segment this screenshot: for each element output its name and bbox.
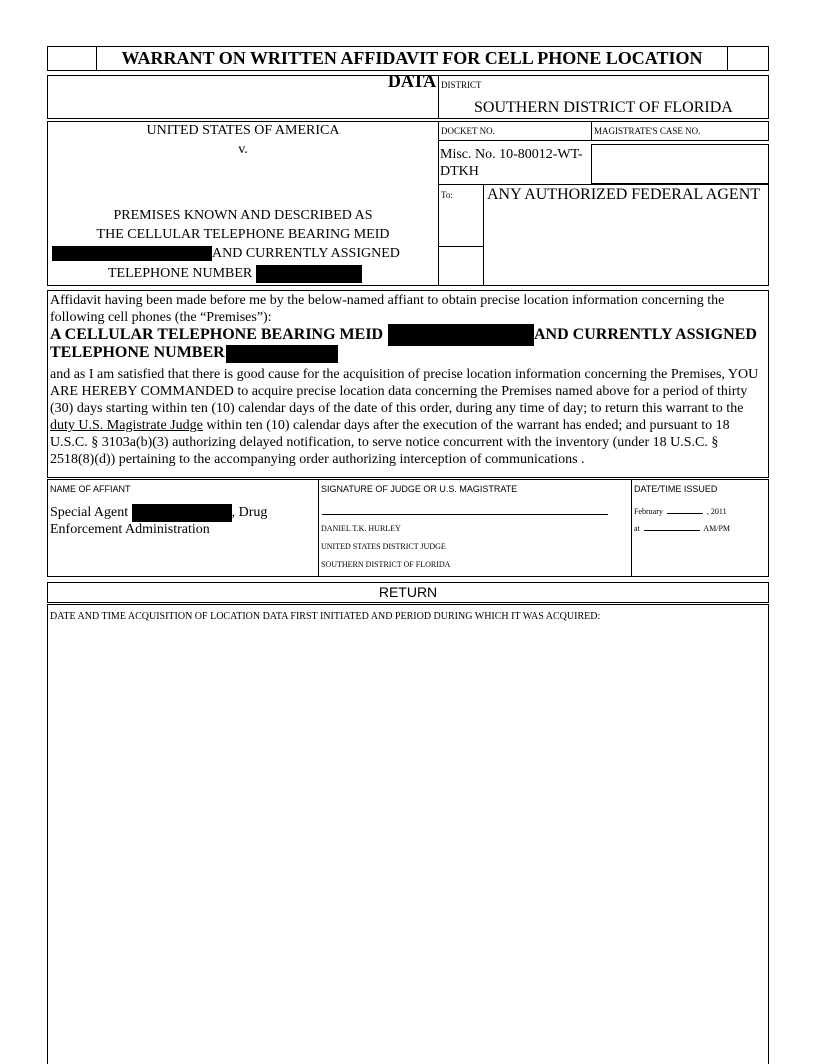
magistrate-value-cell: [591, 144, 769, 184]
docket-label-cell: [438, 121, 592, 141]
issued-time-blank: [644, 530, 700, 531]
command-start: and as I am satisfied that there is good cause for the acquisition of precise location information concerning the Premises, YOU ARE HEREBY COMMANDED to acquire precise location data concerning the Premises named above for a period of thirty (30) days starting within ten (10) calendar days of the date of this order, during any time of day; to return this warrant to the: [50, 367, 759, 416]
district-label: DISTRICT: [441, 80, 482, 90]
caption-versus: v.: [238, 142, 248, 157]
return-heading: RETURN: [47, 582, 769, 603]
premises-bold-part2: AND CURRENTLY ASSIGNED: [534, 326, 757, 343]
return-body: [47, 604, 769, 1064]
issued-year: , 2011: [706, 507, 727, 516]
docket-value-line1: Misc. No. 10-80012-WT-: [440, 147, 583, 162]
form-title: WARRANT ON WRITTEN AFFIDAVIT FOR CELL PHONE LOCATION DATA: [96, 46, 728, 71]
redaction-bar: [226, 345, 338, 363]
magistrate-label-cell: [591, 121, 769, 141]
to-cell: [438, 184, 769, 286]
caption-defendant-line1: PREMISES KNOWN AND DESCRIBED AS: [113, 208, 373, 223]
issued-cell: [631, 479, 769, 577]
issued-day-blank: [667, 513, 703, 514]
caption-defendant-line3: [52, 246, 400, 262]
title-left-cell: [47, 46, 97, 71]
docket-label: DOCKET NO.: [441, 126, 495, 136]
to-subcell-rule: [439, 246, 483, 247]
to-label: To:: [441, 190, 453, 200]
caption-box: [47, 121, 439, 286]
title-right-cell: [727, 46, 769, 71]
caption-defendant-line3-text: AND CURRENTLY ASSIGNED: [212, 246, 400, 261]
judge-title: UNITED STATES DISTRICT JUDGE: [321, 542, 446, 551]
issued-at: at: [634, 524, 640, 533]
district-cell: [438, 75, 769, 119]
magistrate-label: MAGISTRATE'S CASE NO.: [594, 126, 701, 136]
caption-defendant-line4: [108, 265, 362, 283]
command-duty-judge: duty U.S. Magistrate Judge: [50, 418, 203, 433]
caption-defendant-line2: THE CELLULAR TELEPHONE BEARING MEID: [96, 227, 390, 242]
to-value: ANY AUTHORIZED FEDERAL AGENT: [487, 186, 761, 203]
redaction-bar: [52, 246, 212, 261]
affiant-cell: [47, 479, 319, 577]
affiant-label: NAME OF AFFIANT: [50, 484, 131, 494]
judge-name: DANIEL T.K. HURLEY: [321, 524, 401, 533]
issued-label: DATE/TIME ISSUED: [634, 484, 718, 494]
district-left-cell: [47, 75, 439, 119]
signature-line: [322, 514, 608, 515]
issued-time-line: [634, 524, 730, 533]
affiant-suffix: , Drug: [231, 505, 268, 521]
affiant-line2: Enforcement Administration: [50, 522, 210, 537]
command-end: within ten (10) calendar days after the execution of the warrant has ended; and pursuant to 18 U.S.C. § 3103a(b)(3) authorizing delayed notification, to serve notice concurrent with the inventory (under 18 U.S.C. § 2518(8)(d)) pertaining to the accompanying order authorizing interception of communications .: [50, 418, 730, 467]
affiant-line1: [50, 504, 267, 522]
judge-district: SOUTHERN DISTRICT OF FLORIDA: [321, 560, 451, 569]
caption-plaintiff: UNITED STATES OF AMERICA: [146, 123, 340, 138]
redaction-bar: [388, 324, 534, 346]
issued-month: February: [634, 507, 663, 516]
issued-date-line: [634, 507, 727, 516]
affidavit-premises: [50, 326, 766, 363]
affidavit-body: [47, 290, 769, 478]
redaction-bar: [132, 504, 232, 522]
affidavit-command: [50, 366, 766, 468]
redaction-bar: [256, 265, 362, 283]
premises-bold-part1: A CELLULAR TELEPHONE BEARING MEID: [50, 326, 384, 343]
premises-bold-part3: TELEPHONE NUMBER: [50, 344, 225, 361]
district-value: SOUTHERN DISTRICT OF FLORIDA: [474, 99, 733, 116]
to-divider: [483, 185, 484, 285]
affiant-prefix: Special Agent: [50, 505, 129, 521]
return-field-label: DATE AND TIME ACQUISITION OF LOCATION DATA FIRST INITIATED AND PERIOD DURING WHICH IT WAS ACQUIRED:: [50, 611, 601, 622]
caption-defendant-line4-text: TELEPHONE NUMBER: [108, 266, 253, 282]
issued-ampm: AM/PM: [703, 524, 731, 533]
signature-label: SIGNATURE OF JUDGE OR U.S. MAGISTRATE: [321, 484, 518, 494]
affidavit-intro: Affidavit having been made before me by the below-named affiant to obtain precise location information concerning the following cell phones (the “Premises”):: [50, 293, 725, 325]
docket-value-line2: DTKH: [440, 164, 479, 179]
signature-cell: [318, 479, 632, 577]
